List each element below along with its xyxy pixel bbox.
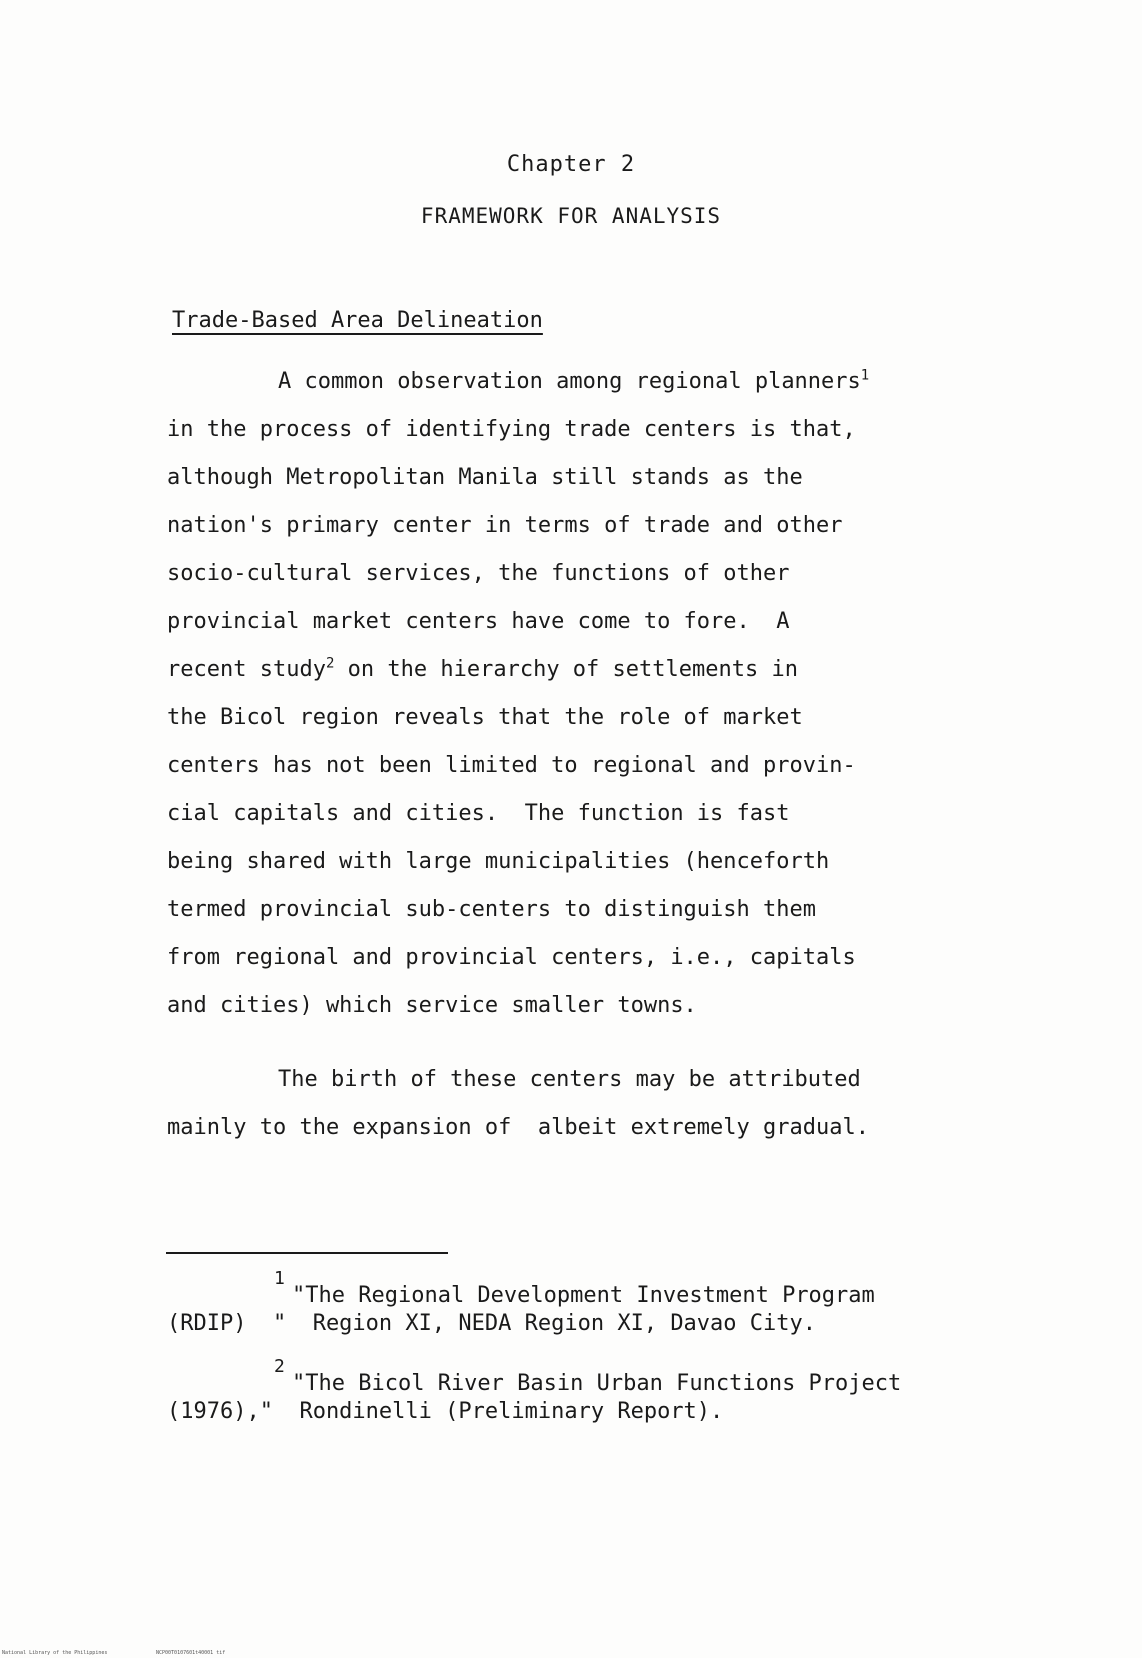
- paragraph-line: although Metropolitan Manila still stands as the: [167, 465, 803, 490]
- paragraph-line: cial capitals and cities. The function is fast: [167, 801, 790, 826]
- line-text: on the hierarchy of settlements in: [334, 657, 798, 682]
- paragraph-line: being shared with large municipalities (henceforth: [167, 849, 830, 874]
- footnote-line: "The Bicol River Basin Urban Functions Project: [292, 1371, 902, 1396]
- footnote-mark: 1: [274, 1268, 285, 1289]
- paragraph-line: in the process of identifying trade centers is that,: [167, 417, 856, 442]
- footnote-ref-2: 2: [325, 655, 335, 672]
- footnote-mark: 2: [274, 1356, 285, 1377]
- section-heading: Trade-Based Area Delineation: [172, 308, 543, 333]
- footnote-line: "The Regional Development Investment Program: [292, 1283, 875, 1308]
- paragraph-line: from regional and provincial centers, i.e., capitals: [167, 945, 856, 970]
- paragraph-line: and cities) which service smaller towns.: [167, 993, 697, 1018]
- paragraph-line: nation's primary center in terms of trade and other: [167, 513, 843, 538]
- paragraph-line: [278, 369, 869, 394]
- footnote-line: (1976)," Rondinelli (Preliminary Report).: [167, 1399, 724, 1424]
- footnote-divider: [166, 1252, 448, 1254]
- paragraph-line: provincial market centers have come to fore. A: [167, 609, 790, 634]
- footer-library: National Library of the Philippines: [2, 1650, 108, 1656]
- line-text: recent study: [167, 657, 326, 682]
- chapter-number: Chapter 2: [506, 152, 636, 177]
- paragraph-line: The birth of these centers may be attributed: [278, 1067, 861, 1092]
- paragraph-line: socio-cultural services, the functions of other: [167, 561, 790, 586]
- paragraph-line: [167, 657, 798, 682]
- paragraph-line: centers has not been limited to regional and provin-: [167, 753, 856, 778]
- footnote-ref-1: 1: [860, 367, 870, 384]
- footnote-line: (RDIP) " Region XI, NEDA Region XI, Davao City.: [167, 1311, 817, 1336]
- chapter-title: FRAMEWORK FOR ANALYSIS: [420, 204, 722, 228]
- paragraph-line: mainly to the expansion of albeit extremely gradual.: [167, 1115, 869, 1140]
- paragraph-line: the Bicol region reveals that the role of market: [167, 705, 803, 730]
- line-text: A common observation among regional planners: [278, 369, 861, 394]
- paragraph-line: termed provincial sub-centers to distinguish them: [167, 897, 817, 922]
- footer-code: NCP00T0107601t40001 tif: [156, 1650, 226, 1656]
